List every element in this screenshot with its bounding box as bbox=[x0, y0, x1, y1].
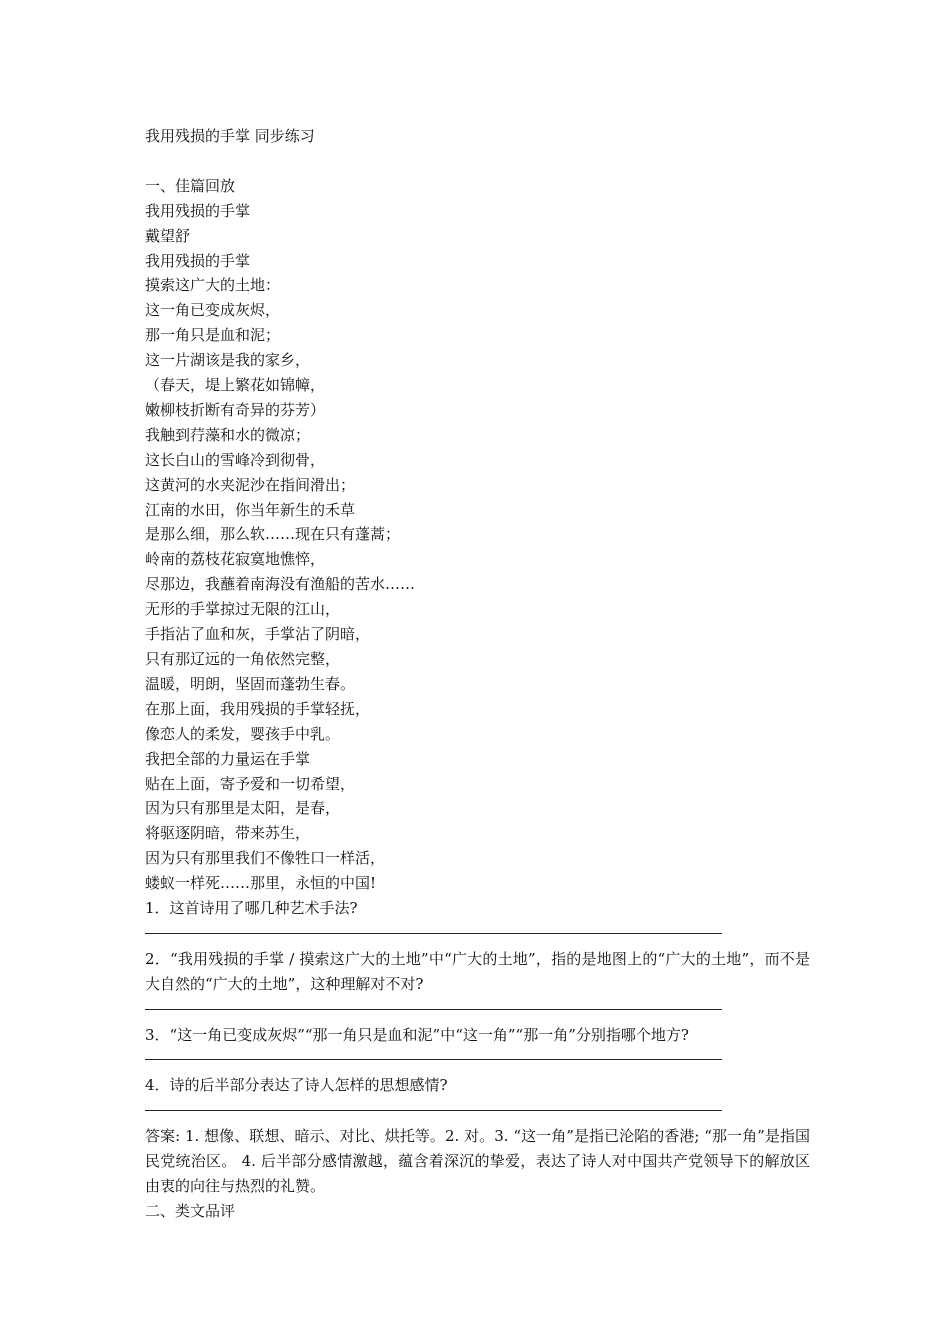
poem-line: 因为只有那里我们不像牲口一样活， bbox=[145, 849, 386, 868]
question-3: 3．“这一角已变成灰烬”“那一角只是血和泥”中“这一角”“那一角”分别指哪个地方? bbox=[145, 1025, 689, 1044]
poem-line: 这一角已变成灰烬， bbox=[145, 301, 281, 320]
poem-line: 我触到荇藻和水的微凉； bbox=[145, 425, 311, 444]
poem-line: 这长白山的雪峰冷到彻骨， bbox=[145, 450, 326, 469]
document-title: 我用残损的手掌 同步练习 bbox=[145, 127, 315, 145]
answer-blank-line[interactable] bbox=[145, 1047, 722, 1060]
question-2: 2．“我用残损的手掌 / 摸索这广大的土地”中“广大的土地”，指的是地图上的“广大的土地”，而不是大自然的“广大的土地”，这种理解对不对? bbox=[145, 949, 810, 993]
poem-line: 尽那边，我蘸着南海没有渔船的苦水…… bbox=[145, 575, 416, 594]
poem-line: 温暖，明朗，坚固而蓬勃生春。 bbox=[145, 674, 356, 693]
poem-line: 手指沾了血和灰，手掌沾了阴暗， bbox=[145, 625, 371, 644]
poem-line: （春天，堤上繁花如锦幛， bbox=[145, 376, 326, 395]
poem-title: 我用残损的手掌 bbox=[145, 201, 251, 220]
poem-line: 这一片湖该是我的家乡， bbox=[145, 351, 311, 370]
question-1: 1．这首诗用了哪几种艺术手法? bbox=[145, 899, 358, 918]
poem-line: 因为只有那里是太阳，是春， bbox=[145, 799, 341, 818]
answer-blank-line[interactable] bbox=[145, 1098, 722, 1111]
poem-line: 像恋人的柔发，婴孩手中乳。 bbox=[145, 724, 341, 743]
poem-body bbox=[145, 249, 810, 897]
section-heading-1: 一、佳篇回放 bbox=[145, 176, 236, 195]
poem-line: 在那上面，我用残损的手掌轻抚， bbox=[145, 699, 371, 718]
question-4: 4．诗的后半部分表达了诗人怎样的思想感情? bbox=[145, 1076, 448, 1095]
answer-blank-line[interactable] bbox=[145, 921, 722, 934]
poem-line: 无形的手掌掠过无限的江山， bbox=[145, 600, 341, 619]
answer-paragraph: 答案: 1. 想像、联想、暗示、对比、烘托等。2. 对。3. “这一角”是指已沦陷的香港; “那一角”是指国民党统治区。 4. 后半部分感情激越，蕴含着深沉的挚爱，表达了诗人对中国共产党领导下的解放区由衷的向往与热烈的礼赞。 bbox=[145, 1127, 810, 1195]
poem-line: 只有那辽远的一角依然完整， bbox=[145, 650, 341, 669]
document-page bbox=[145, 124, 810, 1224]
poem-line: 是那么细，那么软……现在只有蓬蒿； bbox=[145, 525, 401, 544]
poem-line: 我用残损的手掌 bbox=[145, 251, 251, 270]
poem-line: 我把全部的力量运在手掌 bbox=[145, 749, 311, 768]
poem-line: 岭南的荔枝花寂寞地憔悴， bbox=[145, 550, 326, 569]
blank-line bbox=[145, 149, 810, 174]
poem-author: 戴望舒 bbox=[145, 226, 191, 245]
answer-blank-line[interactable] bbox=[145, 997, 722, 1010]
poem-line: 江南的水田，你当年新生的禾草 bbox=[145, 500, 356, 519]
poem-line: 将驱逐阴暗，带来苏生， bbox=[145, 824, 311, 843]
poem-line: 这黄河的水夹泥沙在指间滑出； bbox=[145, 475, 356, 494]
poem-line: 那一角只是血和泥； bbox=[145, 326, 281, 345]
poem-line: 嫩柳枝折断有奇异的芬芳） bbox=[145, 400, 326, 419]
section-heading-2: 二、类文品评 bbox=[145, 1201, 236, 1220]
poem-line: 贴在上面，寄予爱和一切希望， bbox=[145, 774, 356, 793]
poem-line: 蝼蚁一样死……那里，永恒的中国! bbox=[145, 874, 377, 893]
poem-line: 摸索这广大的土地： bbox=[145, 276, 281, 295]
